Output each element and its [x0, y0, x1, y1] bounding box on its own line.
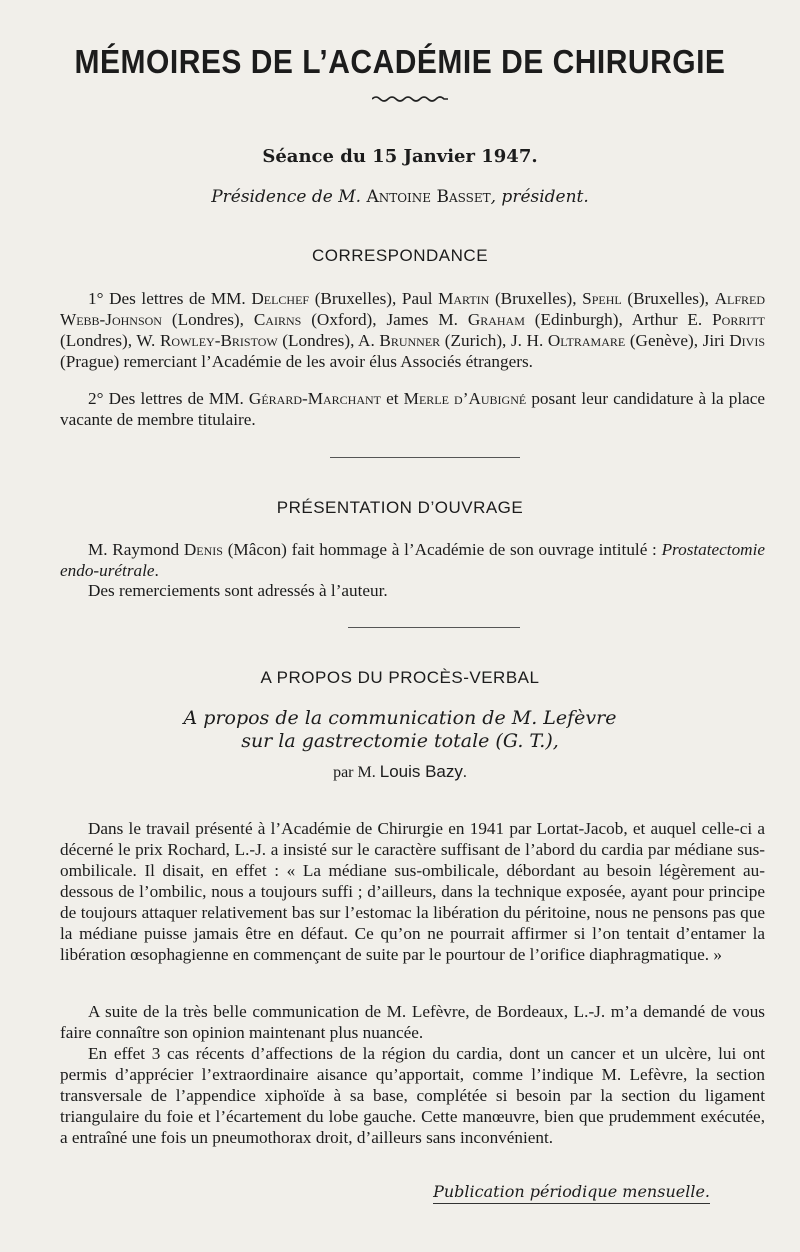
- text-run: .: [154, 561, 159, 580]
- author-name: Louis Bazy: [379, 762, 463, 781]
- text-run: 1° Des lettres de MM.: [88, 289, 252, 308]
- person-name: Delchef: [251, 289, 310, 308]
- presentation-paragraph-2: Des remerciements sont adressés à l’auteur.: [88, 581, 388, 600]
- journal-title: MÉMOIRES DE L’ACADÉMIE DE CHIRURGIE: [74, 43, 726, 81]
- byline-prefix: par M.: [333, 764, 380, 781]
- text-run: (Genève), Jiri: [625, 331, 730, 350]
- person-name: Graham: [467, 310, 525, 329]
- section-title-correspondance: CORRESPONDANCE: [311, 246, 489, 265]
- text-run: (Londres),: [161, 310, 254, 329]
- text-run: (Bruxelles),: [489, 289, 583, 308]
- person-name: Denis: [183, 540, 223, 559]
- person-name: Rowley-Bristow: [159, 331, 278, 350]
- article-title: [0, 707, 800, 753]
- text-run: (Oxford), James M.: [301, 310, 468, 329]
- text-run: M. Raymond: [88, 540, 184, 559]
- article-title-line-2: sur la gastrectomie totale (G. T.),: [241, 730, 559, 752]
- person-name: Porritt: [712, 310, 765, 329]
- book-title: Prostatectomie endo-urétrale: [60, 540, 765, 580]
- person-name: Brunner: [379, 331, 441, 350]
- section-title-presentation: PRÉSENTATION D’OUVRAGE: [276, 498, 524, 517]
- article-title-line-1: A propos de la communication de M. Lefèvre: [183, 707, 617, 729]
- footer-publication-note: Publication périodique mensuelle.: [433, 1182, 710, 1204]
- text-run: (Londres), A.: [277, 331, 380, 350]
- presidence-suffix: , président.: [490, 187, 589, 207]
- president-name: Antoine Basset: [366, 187, 491, 207]
- text-run: 2° Des lettres de MM.: [88, 389, 249, 408]
- correspondance-paragraph-1: [60, 288, 765, 372]
- text-run: (Prague) remerciant l’Académie de les avoir élus Associés étrangers.: [60, 352, 533, 371]
- presentation-paragraph-1: [60, 539, 765, 581]
- section-divider: [348, 627, 520, 628]
- person-name: Alfred Webb-Johnson: [60, 289, 765, 329]
- person-name: Spehl: [582, 289, 622, 308]
- person-name: Divis: [729, 331, 765, 350]
- text-run: (Londres), W.: [60, 331, 160, 350]
- person-name: Cairns: [253, 310, 302, 329]
- byline: [0, 762, 800, 782]
- section-title-apropos: A PROPOS DU PROCÈS-VERBAL: [260, 668, 540, 687]
- presidence-prefix: Présidence de M.: [211, 187, 367, 207]
- ornament-divider: [372, 94, 448, 104]
- correspondance-paragraph-2: [60, 388, 765, 430]
- person-name: Martin: [438, 289, 490, 308]
- person-name: Merle d’Aubigné: [403, 389, 527, 408]
- section-divider: [330, 457, 520, 458]
- text-run: (Mâcon) fait hommage à l’Académie de son ouvrage intitulé :: [222, 540, 662, 559]
- seance-date: Séance du 15 Janvier 1947.: [262, 146, 538, 167]
- text-run: (Bruxelles),: [621, 289, 715, 308]
- presidence-line: [0, 187, 800, 207]
- article-paragraph-1: Dans le travail présenté à l’Académie de Chirurgie en 1941 par Lortat-Jacob, et auquel celle-ci a décerné le prix Rochard, L.-J. a insisté sur le caractère suffisant de l’abord du cardia par médiane sus-ombilicale. Il disait, en effet : « La médiane sus-ombilicale, débordant au besoin légèrement au-dessous de l’ombilic, nous a toujours suffi ; d’ailleurs, dans la technique exposée, ayant pour principe de toujours attaquer relativement bas sur l’estomac la libération du péritoine, nous ne pensons pas que la médiane puisse jamais être en défaut. Ce qu’on ne pourrait affirmer si l’on tentait d’entamer la libération œsophagienne en commençant de suite par le pourtour de l’orifice diaphragmatique. »: [60, 819, 765, 964]
- person-name: Gérard-Marchant: [248, 389, 381, 408]
- article-paragraph-3: En effet 3 cas récents d’affections de la région du cardia, dont un cancer et un ulcère, lui ont permis d’apprécier l’extraordinaire aisance qu’apportait, comme l’indique M. Lefèvre, la section transversale de l’appendice xiphoïde à sa base, complétée si besoin par la section du ligament triangulaire du foie et l’écartement du lobe gauche. Cette manœuvre, bien que prudemment exécutée, a entraîné une fois un pneumothorax droit, d’ailleurs sans inconvénient.: [60, 1044, 765, 1147]
- article-paragraph-2: A suite de la très belle communication de M. Lefèvre, de Bordeaux, L.-J. m’a demandé de vous faire connaître son opinion maintenant plus nuancée.: [60, 1002, 765, 1042]
- text-run: et: [381, 389, 404, 408]
- byline-end: .: [462, 764, 467, 781]
- person-name: Oltramare: [547, 331, 626, 350]
- text-run: (Zurich), J. H.: [440, 331, 548, 350]
- text-run: posant leur candidature à la place vacante de membre titulaire.: [60, 389, 765, 429]
- text-run: (Bruxelles), Paul: [309, 289, 439, 308]
- text-run: (Edinburgh), Arthur E.: [524, 310, 713, 329]
